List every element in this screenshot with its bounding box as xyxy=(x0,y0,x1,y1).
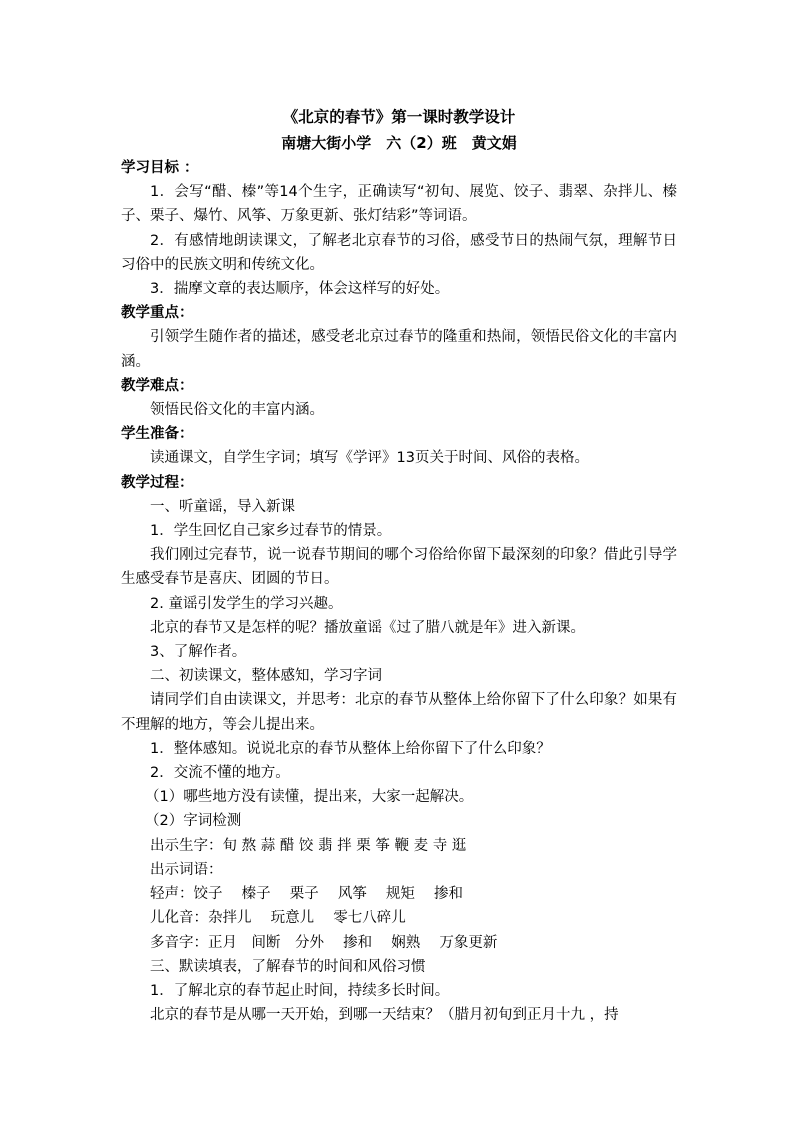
document-body xyxy=(121,104,677,1027)
goal-item: 1．会写“醋、榛”等14个生字，正确读写“初旬、展览、饺子、翡翠、杂拌儿、榛子、栗子、爆竹、风筝、万象更新、张灯结彩”等词语。 xyxy=(121,184,677,225)
goals-heading: 学习目标 ： xyxy=(121,160,199,176)
process-line: 北京的春节是从哪一天开始，到哪一天结束？（腊月初旬到正月十九 ，持 xyxy=(150,1007,619,1024)
process-line: 2. 童谣引发学生的学习兴趣。 xyxy=(150,595,343,612)
process-line: 一、听童谣，导入新课 xyxy=(150,498,295,515)
process-line: 出示词语： xyxy=(150,861,223,878)
process-line: （1）哪些地方没有读懂，提出来，大家一起解决。 xyxy=(145,789,474,806)
goal-item: 3．揣摩文章的表达顺序，体会这样写的好处。 xyxy=(150,281,450,298)
process-line: 二、初读课文，整体感知，学习字词 xyxy=(150,668,382,685)
process-line: 1．学生回忆自己家乡过春节的情景。 xyxy=(150,523,392,540)
focus-heading: 教学重点： xyxy=(121,305,194,322)
process-line: 3、了解作者。 xyxy=(150,644,247,661)
prep-text: 读通课文，自学生字词；填写《学评》13页关于时间、风俗的表格。 xyxy=(150,450,589,467)
process-line: 1．整体感知。说说北京的春节从整体上给你留下了什么印象？ xyxy=(150,740,551,757)
document-subtitle: 南塘大街小学 六（2）班 黄文娟 xyxy=(281,134,517,152)
process-line: 多音字：正月 间断 分外 掺和 娴熟 万象更新 xyxy=(150,934,498,951)
process-heading: 教学过程： xyxy=(121,474,194,491)
process-line: 北京的春节又是怎样的呢？播放童谣《过了腊八就是年》进入新课。 xyxy=(150,619,585,636)
focus-text: 引领学生随作者的描述，感受老北京过春节的隆重和热闹，领悟民俗文化的丰富内涵。 xyxy=(121,329,677,370)
process-line: （2）字词检测 xyxy=(145,813,242,830)
prep-heading: 学生准备： xyxy=(121,426,194,443)
process-line: 请同学们自由读课文，并思考：北京的春节从整体上给你留下了什么印象？如果有不理解的地方，等会儿提出来。 xyxy=(121,692,677,733)
process-line: 出示生字：旬 熬 蒜 醋 饺 翡 拌 栗 筝 鞭 麦 寺 逛 xyxy=(150,837,467,854)
process-line: 我们刚过完春节，说一说春节期间的哪个习俗给你留下最深刻的印象？借此引导学生感受春节是喜庆、团圆的节日。 xyxy=(121,547,677,588)
difficulty-text: 领悟民俗文化的丰富内涵。 xyxy=(150,402,324,419)
difficulty-heading: 教学难点： xyxy=(121,377,194,394)
process-line: 1．了解北京的春节起止时间，持续多长时间。 xyxy=(150,982,450,999)
goal-item: 2．有感情地朗读课文，了解老北京春节的习俗，感受节日的热闹气氛，理解节日习俗中的民族文明和传统文化。 xyxy=(121,232,677,273)
process-line: 2．交流不懂的地方。 xyxy=(150,765,290,782)
process-line: 儿化音：杂拌儿 玩意儿 零七八碎儿 xyxy=(150,910,406,927)
document-title: 《北京的春节》第一课时教学设计 xyxy=(282,108,516,126)
process-line: 轻声：饺子 榛子 栗子 风筝 规矩 掺和 xyxy=(150,886,464,903)
process-line: 三、默读填表，了解春节的时间和风俗习惯 xyxy=(150,958,426,975)
